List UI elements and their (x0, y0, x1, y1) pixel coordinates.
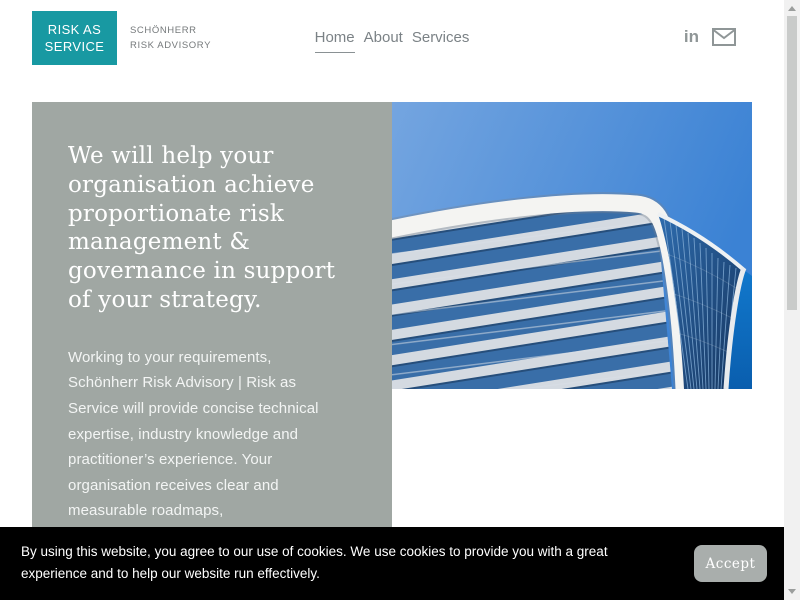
hero-heading (68, 142, 362, 315)
site-header (0, 0, 784, 102)
hero-text-panel (32, 102, 392, 600)
hero-paragraph-line: Service will provide concise technical (68, 399, 319, 417)
scrollbar-down-arrow-icon[interactable] (788, 589, 796, 594)
logo-line1: RISK AS (47, 22, 102, 37)
accept-cookies-button[interactable]: Accept (694, 545, 767, 582)
nav-link-about[interactable]: About (363, 29, 403, 46)
linkedin-icon[interactable]: in (683, 27, 699, 46)
nav-link-home[interactable]: Home (315, 29, 355, 53)
hero-paragraph-line: measurable roadmaps, (68, 502, 224, 520)
scrollbar-thumb[interactable] (787, 16, 797, 310)
cookie-message (21, 541, 608, 585)
hero-heading-line: governance in support (68, 258, 336, 285)
hero-heading-line: organisation achieve (68, 171, 315, 198)
social-links (684, 27, 736, 47)
hero-paragraph (68, 345, 362, 524)
scrollbar[interactable] (784, 0, 800, 600)
hero-heading-line: proportionate risk (68, 200, 284, 227)
hero-heading-line: management & (68, 229, 251, 256)
hero-paragraph-line: practitioner’s experience. Your (68, 451, 273, 469)
hero-photo-skyscraper (392, 102, 752, 389)
company-line2: RISK ADVISORY (130, 40, 212, 51)
hero-heading-line: We will help your (68, 143, 274, 169)
hero-paragraph-line: organisation receives clear and (68, 476, 279, 494)
cookie-banner (0, 527, 784, 600)
scrollbar-up-arrow-icon[interactable] (788, 6, 796, 11)
nav-link-services[interactable]: Services (411, 29, 470, 46)
cookie-message-line1: By using this website, you agree to our use of cookies. We use cookies to provide you with a great (21, 544, 608, 559)
hero-paragraph-line: expertise, industry knowledge and (68, 425, 299, 443)
company-line1: SCHÖNHERR (130, 24, 197, 36)
hero-paragraph-line: Schönherr Risk Advisory | Risk as (68, 374, 297, 392)
main-nav (0, 29, 784, 53)
hero-paragraph-line: Working to your requirements, (68, 348, 272, 366)
logo-line2: SERVICE (44, 39, 105, 54)
hero-heading-line: of your strategy. (68, 286, 262, 313)
cookie-message-line2: experience and to help our website run effectively. (21, 566, 320, 581)
email-icon[interactable] (712, 28, 736, 46)
